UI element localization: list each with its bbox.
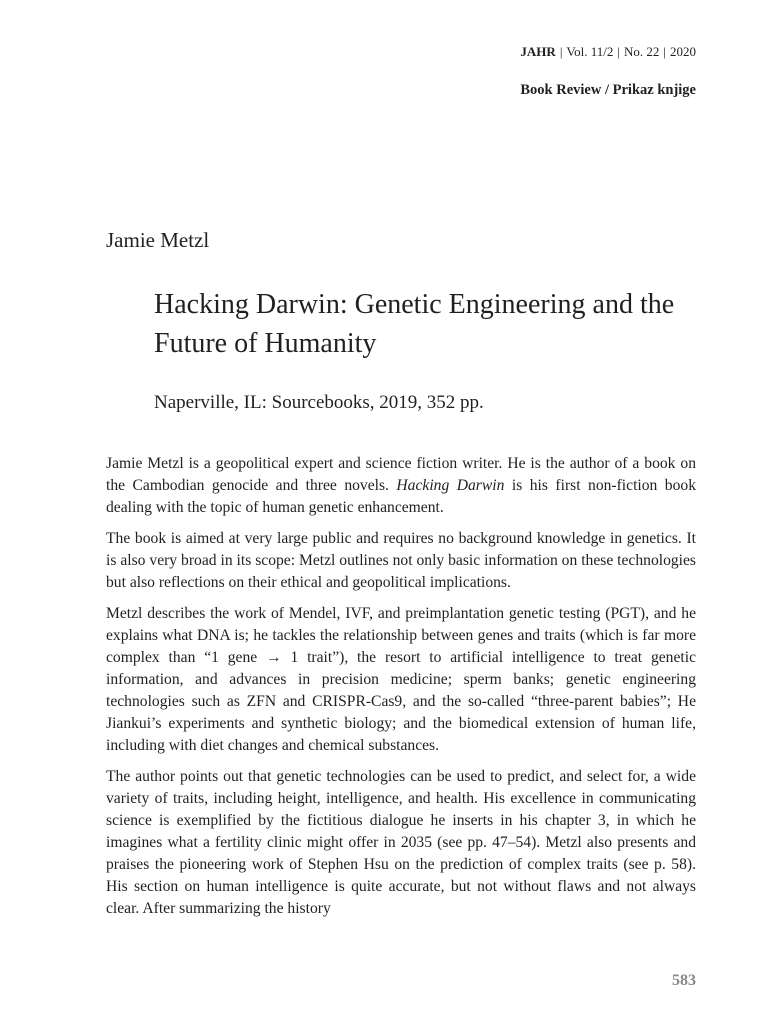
separator: | [663, 44, 666, 59]
publication-info: Naperville, IL: Sourcebooks, 2019, 352 pp. [154, 392, 484, 413]
journal-volume: Vol. 11/2 [566, 44, 614, 59]
paragraph: The book is aimed at very large public and requires no background knowledge in genetics. It is also very broad in its scope: Metzl outlines not only basic information on these technologies but also reflections on their ethical and geopolitical implications. [106, 530, 696, 591]
journal-year: 2020 [670, 44, 696, 59]
journal-number: No. 22 [624, 44, 660, 59]
paragraph: Metzl describes the work of Mendel, IVF, and preimplantation genetic testing (PGT), and he explains what DNA is; he tackles the relationship between genes and traits (which is far more complex than “1 gene → 1 trait”), the resort to artificial intelligence to treat genetic information, and advances in precision medicine; sperm banks; genetic engineering technologies such as ZFN and CRISPR-Cas9, and the so-called “three-parent babies”; He Jiankui’s experiments and synthetic biology; and the biomedical extension of human life, including with diet changes and chemical substances. [106, 605, 696, 754]
section-label: Book Review / Prikaz knjige [520, 82, 696, 98]
journal-name: JAHR [520, 44, 556, 59]
book-title: Hacking Darwin: Genetic Engineering and the Future of Humanity [154, 289, 675, 359]
paragraph: Jamie Metzl is a geopolitical expert and science fiction writer. He is the author of a book on the Cambodian genocide and three novels. Hacking Darwin is his first non-fiction book dealing with the topic of human genetic enhancement. [106, 455, 696, 516]
separator: | [617, 44, 620, 59]
paragraph: The author points out that genetic technologies can be used to predict, and select for, a wide variety of traits, including height, intelligence, and health. His excellence in communicating science is exemplified by the fictitious dialogue he inserts in his chapter 3, in which he imagines what a fertility clinic might offer in 2035 (see pp. 47–54). Metzl also presents and praises the pioneering work of Stephen Hsu on the prediction of complex traits (see p. 58). His section on human intelligence is quite accurate, but not without flaws and not always clear. After summarizing the history [106, 768, 696, 917]
book-title-italic: Hacking Darwin [396, 477, 505, 494]
journal-citation [520, 44, 696, 60]
book-author: Jamie Metzl [106, 228, 210, 252]
page-number: 583 [672, 972, 696, 989]
review-body [106, 453, 696, 920]
separator: | [559, 44, 563, 59]
